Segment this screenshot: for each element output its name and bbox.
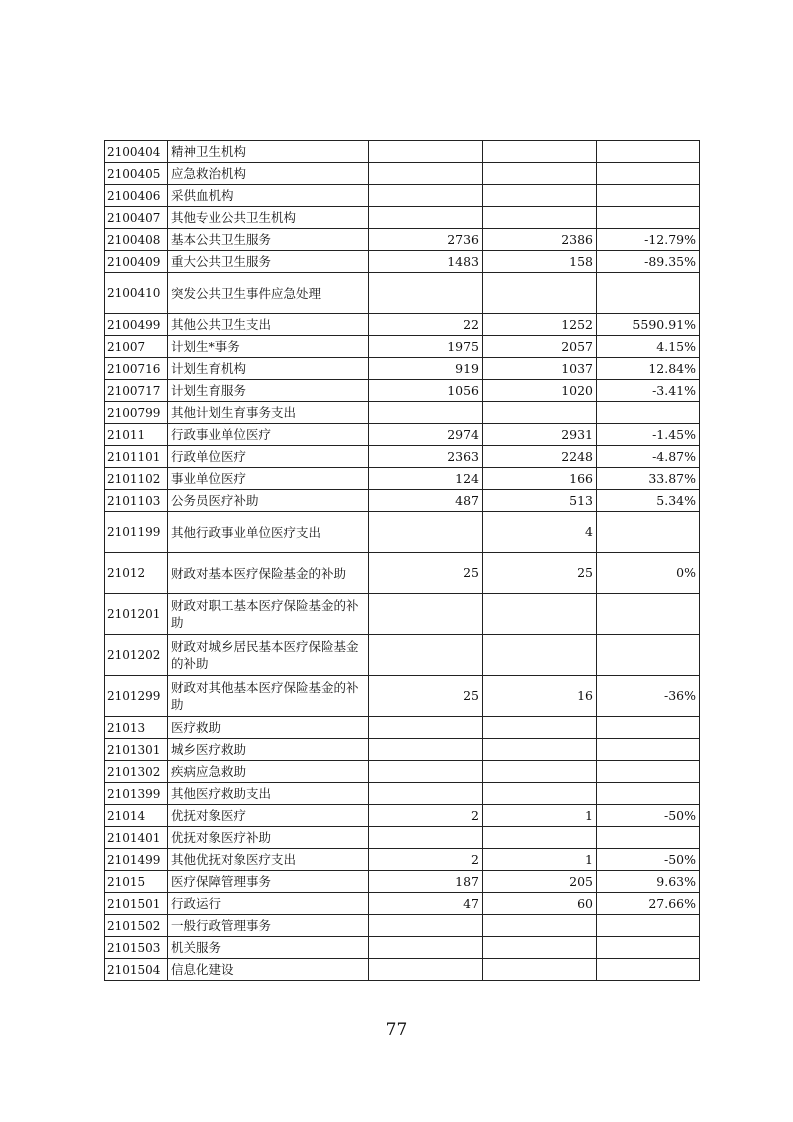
table-row [105, 635, 700, 676]
table-row [105, 915, 700, 937]
value-1-cell: 2974 [369, 424, 483, 446]
value-1-cell: 2 [369, 849, 483, 871]
item-code-cell: 2101201 [105, 594, 168, 635]
table-row [105, 827, 700, 849]
value-1-cell: 1975 [369, 336, 483, 358]
value-1-cell [369, 783, 483, 805]
item-name-cell: 计划生育服务 [168, 380, 369, 402]
table-row [105, 490, 700, 512]
change-percent-cell [597, 783, 700, 805]
item-code-cell: 2100407 [105, 207, 168, 229]
page-number: 77 [385, 1020, 408, 1040]
value-1-cell [369, 915, 483, 937]
item-name-cell: 财政对基本医疗保险基金的补助 [168, 553, 369, 594]
change-percent-cell: 4.15% [597, 336, 700, 358]
value-1-cell: 919 [369, 358, 483, 380]
change-percent-cell [597, 717, 700, 739]
item-code-cell: 2101101 [105, 446, 168, 468]
item-code-cell: 21012 [105, 553, 168, 594]
value-2-cell: 1 [483, 849, 597, 871]
value-1-cell: 2363 [369, 446, 483, 468]
change-percent-cell [597, 163, 700, 185]
value-1-cell [369, 402, 483, 424]
item-code-cell: 2100405 [105, 163, 168, 185]
change-percent-cell [597, 141, 700, 163]
change-percent-cell: -1.45% [597, 424, 700, 446]
value-1-cell [369, 273, 483, 314]
value-2-cell [483, 915, 597, 937]
change-percent-cell [597, 273, 700, 314]
table-row [105, 273, 700, 314]
table-row [105, 336, 700, 358]
value-2-cell: 166 [483, 468, 597, 490]
item-code-cell: 21007 [105, 336, 168, 358]
item-name-cell: 疾病应急救助 [168, 761, 369, 783]
value-2-cell [483, 594, 597, 635]
value-2-cell [483, 739, 597, 761]
table-row [105, 314, 700, 336]
value-2-cell [483, 827, 597, 849]
change-percent-cell [597, 185, 700, 207]
item-name-cell: 其他优抚对象医疗支出 [168, 849, 369, 871]
value-2-cell: 158 [483, 251, 597, 273]
value-1-cell [369, 512, 483, 553]
item-code-cell: 2101399 [105, 783, 168, 805]
value-1-cell [369, 141, 483, 163]
item-code-cell: 2100410 [105, 273, 168, 314]
table-row [105, 717, 700, 739]
item-name-cell: 计划生育机构 [168, 358, 369, 380]
budget-table-body [105, 141, 700, 981]
value-1-cell [369, 959, 483, 981]
item-code-cell: 2100409 [105, 251, 168, 273]
change-percent-cell: -89.35% [597, 251, 700, 273]
value-2-cell [483, 273, 597, 314]
change-percent-cell: 27.66% [597, 893, 700, 915]
value-2-cell: 4 [483, 512, 597, 553]
item-code-cell: 2100717 [105, 380, 168, 402]
item-code-cell: 2101102 [105, 468, 168, 490]
table-row [105, 594, 700, 635]
item-name-cell: 公务员医疗补助 [168, 490, 369, 512]
item-code-cell: 2101401 [105, 827, 168, 849]
value-2-cell [483, 761, 597, 783]
table-row [105, 783, 700, 805]
table-row [105, 207, 700, 229]
value-1-cell: 187 [369, 871, 483, 893]
value-2-cell: 205 [483, 871, 597, 893]
value-1-cell: 25 [369, 676, 483, 717]
value-1-cell: 47 [369, 893, 483, 915]
value-2-cell [483, 937, 597, 959]
item-code-cell: 2100499 [105, 314, 168, 336]
table-row [105, 739, 700, 761]
item-code-cell: 2101499 [105, 849, 168, 871]
table-row [105, 959, 700, 981]
value-1-cell: 2736 [369, 229, 483, 251]
item-name-cell: 财政对城乡居民基本医疗保险基金的补助 [168, 635, 369, 676]
table-row [105, 805, 700, 827]
change-percent-cell [597, 402, 700, 424]
item-code-cell: 21013 [105, 717, 168, 739]
item-name-cell: 重大公共卫生服务 [168, 251, 369, 273]
item-name-cell: 突发公共卫生事件应急处理 [168, 273, 369, 314]
change-percent-cell [597, 827, 700, 849]
table-row [105, 229, 700, 251]
value-1-cell: 2 [369, 805, 483, 827]
value-1-cell: 487 [369, 490, 483, 512]
item-name-cell: 财政对其他基本医疗保险基金的补助 [168, 676, 369, 717]
item-code-cell: 2101202 [105, 635, 168, 676]
item-name-cell: 其他公共卫生支出 [168, 314, 369, 336]
table-row [105, 849, 700, 871]
table-row [105, 761, 700, 783]
table-row [105, 424, 700, 446]
item-name-cell: 财政对职工基本医疗保险基金的补助 [168, 594, 369, 635]
item-name-cell: 城乡医疗救助 [168, 739, 369, 761]
item-name-cell: 其他医疗救助支出 [168, 783, 369, 805]
value-1-cell [369, 827, 483, 849]
value-2-cell: 2931 [483, 424, 597, 446]
item-code-cell: 2101302 [105, 761, 168, 783]
value-2-cell [483, 635, 597, 676]
item-code-cell: 2101103 [105, 490, 168, 512]
item-name-cell: 优抚对象医疗 [168, 805, 369, 827]
value-1-cell [369, 761, 483, 783]
item-name-cell: 事业单位医疗 [168, 468, 369, 490]
item-name-cell: 行政运行 [168, 893, 369, 915]
table-row [105, 358, 700, 380]
change-percent-cell: 12.84% [597, 358, 700, 380]
value-2-cell [483, 185, 597, 207]
item-name-cell: 应急救治机构 [168, 163, 369, 185]
change-percent-cell: -12.79% [597, 229, 700, 251]
value-1-cell [369, 937, 483, 959]
table-row [105, 553, 700, 594]
value-1-cell [369, 635, 483, 676]
value-2-cell [483, 402, 597, 424]
value-2-cell: 1252 [483, 314, 597, 336]
change-percent-cell: 5.34% [597, 490, 700, 512]
item-code-cell: 2100406 [105, 185, 168, 207]
change-percent-cell [597, 915, 700, 937]
item-code-cell: 2101504 [105, 959, 168, 981]
value-1-cell: 25 [369, 553, 483, 594]
table-row [105, 893, 700, 915]
value-2-cell: 16 [483, 676, 597, 717]
table-row [105, 676, 700, 717]
item-name-cell: 其他行政事业单位医疗支出 [168, 512, 369, 553]
item-name-cell: 计划生*事务 [168, 336, 369, 358]
item-code-cell: 2100716 [105, 358, 168, 380]
value-2-cell: 2386 [483, 229, 597, 251]
table-row [105, 380, 700, 402]
item-code-cell: 21014 [105, 805, 168, 827]
item-code-cell: 21011 [105, 424, 168, 446]
value-1-cell: 1483 [369, 251, 483, 273]
table-row [105, 937, 700, 959]
item-name-cell: 行政单位医疗 [168, 446, 369, 468]
change-percent-cell: 9.63% [597, 871, 700, 893]
value-1-cell [369, 594, 483, 635]
value-1-cell [369, 739, 483, 761]
value-2-cell: 2248 [483, 446, 597, 468]
change-percent-cell: -50% [597, 849, 700, 871]
change-percent-cell [597, 937, 700, 959]
change-percent-cell: -50% [597, 805, 700, 827]
budget-table-container [104, 140, 700, 981]
item-name-cell: 机关服务 [168, 937, 369, 959]
change-percent-cell: 33.87% [597, 468, 700, 490]
value-1-cell [369, 717, 483, 739]
value-1-cell: 124 [369, 468, 483, 490]
value-1-cell [369, 185, 483, 207]
item-name-cell: 优抚对象医疗补助 [168, 827, 369, 849]
item-name-cell: 一般行政管理事务 [168, 915, 369, 937]
change-percent-cell: -36% [597, 676, 700, 717]
table-row [105, 468, 700, 490]
change-percent-cell: 5590.91% [597, 314, 700, 336]
value-2-cell [483, 141, 597, 163]
item-name-cell: 基本公共卫生服务 [168, 229, 369, 251]
change-percent-cell [597, 739, 700, 761]
item-code-cell: 21015 [105, 871, 168, 893]
table-row [105, 446, 700, 468]
value-2-cell: 1 [483, 805, 597, 827]
item-code-cell: 2101502 [105, 915, 168, 937]
item-code-cell: 2101501 [105, 893, 168, 915]
value-1-cell [369, 163, 483, 185]
item-name-cell: 医疗救助 [168, 717, 369, 739]
change-percent-cell: 0% [597, 553, 700, 594]
value-2-cell [483, 207, 597, 229]
item-name-cell: 其他计划生育事务支出 [168, 402, 369, 424]
value-2-cell: 1037 [483, 358, 597, 380]
change-percent-cell: -3.41% [597, 380, 700, 402]
item-name-cell: 行政事业单位医疗 [168, 424, 369, 446]
table-row [105, 512, 700, 553]
value-1-cell: 22 [369, 314, 483, 336]
table-row [105, 251, 700, 273]
table-row [105, 163, 700, 185]
item-name-cell: 医疗保障管理事务 [168, 871, 369, 893]
item-code-cell: 2101503 [105, 937, 168, 959]
change-percent-cell: -4.87% [597, 446, 700, 468]
item-code-cell: 2101199 [105, 512, 168, 553]
item-name-cell: 其他专业公共卫生机构 [168, 207, 369, 229]
item-code-cell: 2100404 [105, 141, 168, 163]
item-code-cell: 2100408 [105, 229, 168, 251]
item-name-cell: 采供血机构 [168, 185, 369, 207]
budget-table [104, 140, 700, 981]
change-percent-cell [597, 635, 700, 676]
value-1-cell [369, 207, 483, 229]
change-percent-cell [597, 512, 700, 553]
item-code-cell: 2101301 [105, 739, 168, 761]
item-code-cell: 2101299 [105, 676, 168, 717]
change-percent-cell [597, 761, 700, 783]
value-2-cell [483, 717, 597, 739]
value-2-cell [483, 163, 597, 185]
value-2-cell [483, 959, 597, 981]
value-2-cell: 25 [483, 553, 597, 594]
item-code-cell: 2100799 [105, 402, 168, 424]
value-2-cell: 2057 [483, 336, 597, 358]
change-percent-cell [597, 594, 700, 635]
table-row [105, 402, 700, 424]
change-percent-cell [597, 207, 700, 229]
value-1-cell: 1056 [369, 380, 483, 402]
value-2-cell: 1020 [483, 380, 597, 402]
value-2-cell [483, 783, 597, 805]
change-percent-cell [597, 959, 700, 981]
value-2-cell: 60 [483, 893, 597, 915]
item-name-cell: 精神卫生机构 [168, 141, 369, 163]
table-row [105, 185, 700, 207]
table-row [105, 141, 700, 163]
table-row [105, 871, 700, 893]
item-name-cell: 信息化建设 [168, 959, 369, 981]
value-2-cell: 513 [483, 490, 597, 512]
